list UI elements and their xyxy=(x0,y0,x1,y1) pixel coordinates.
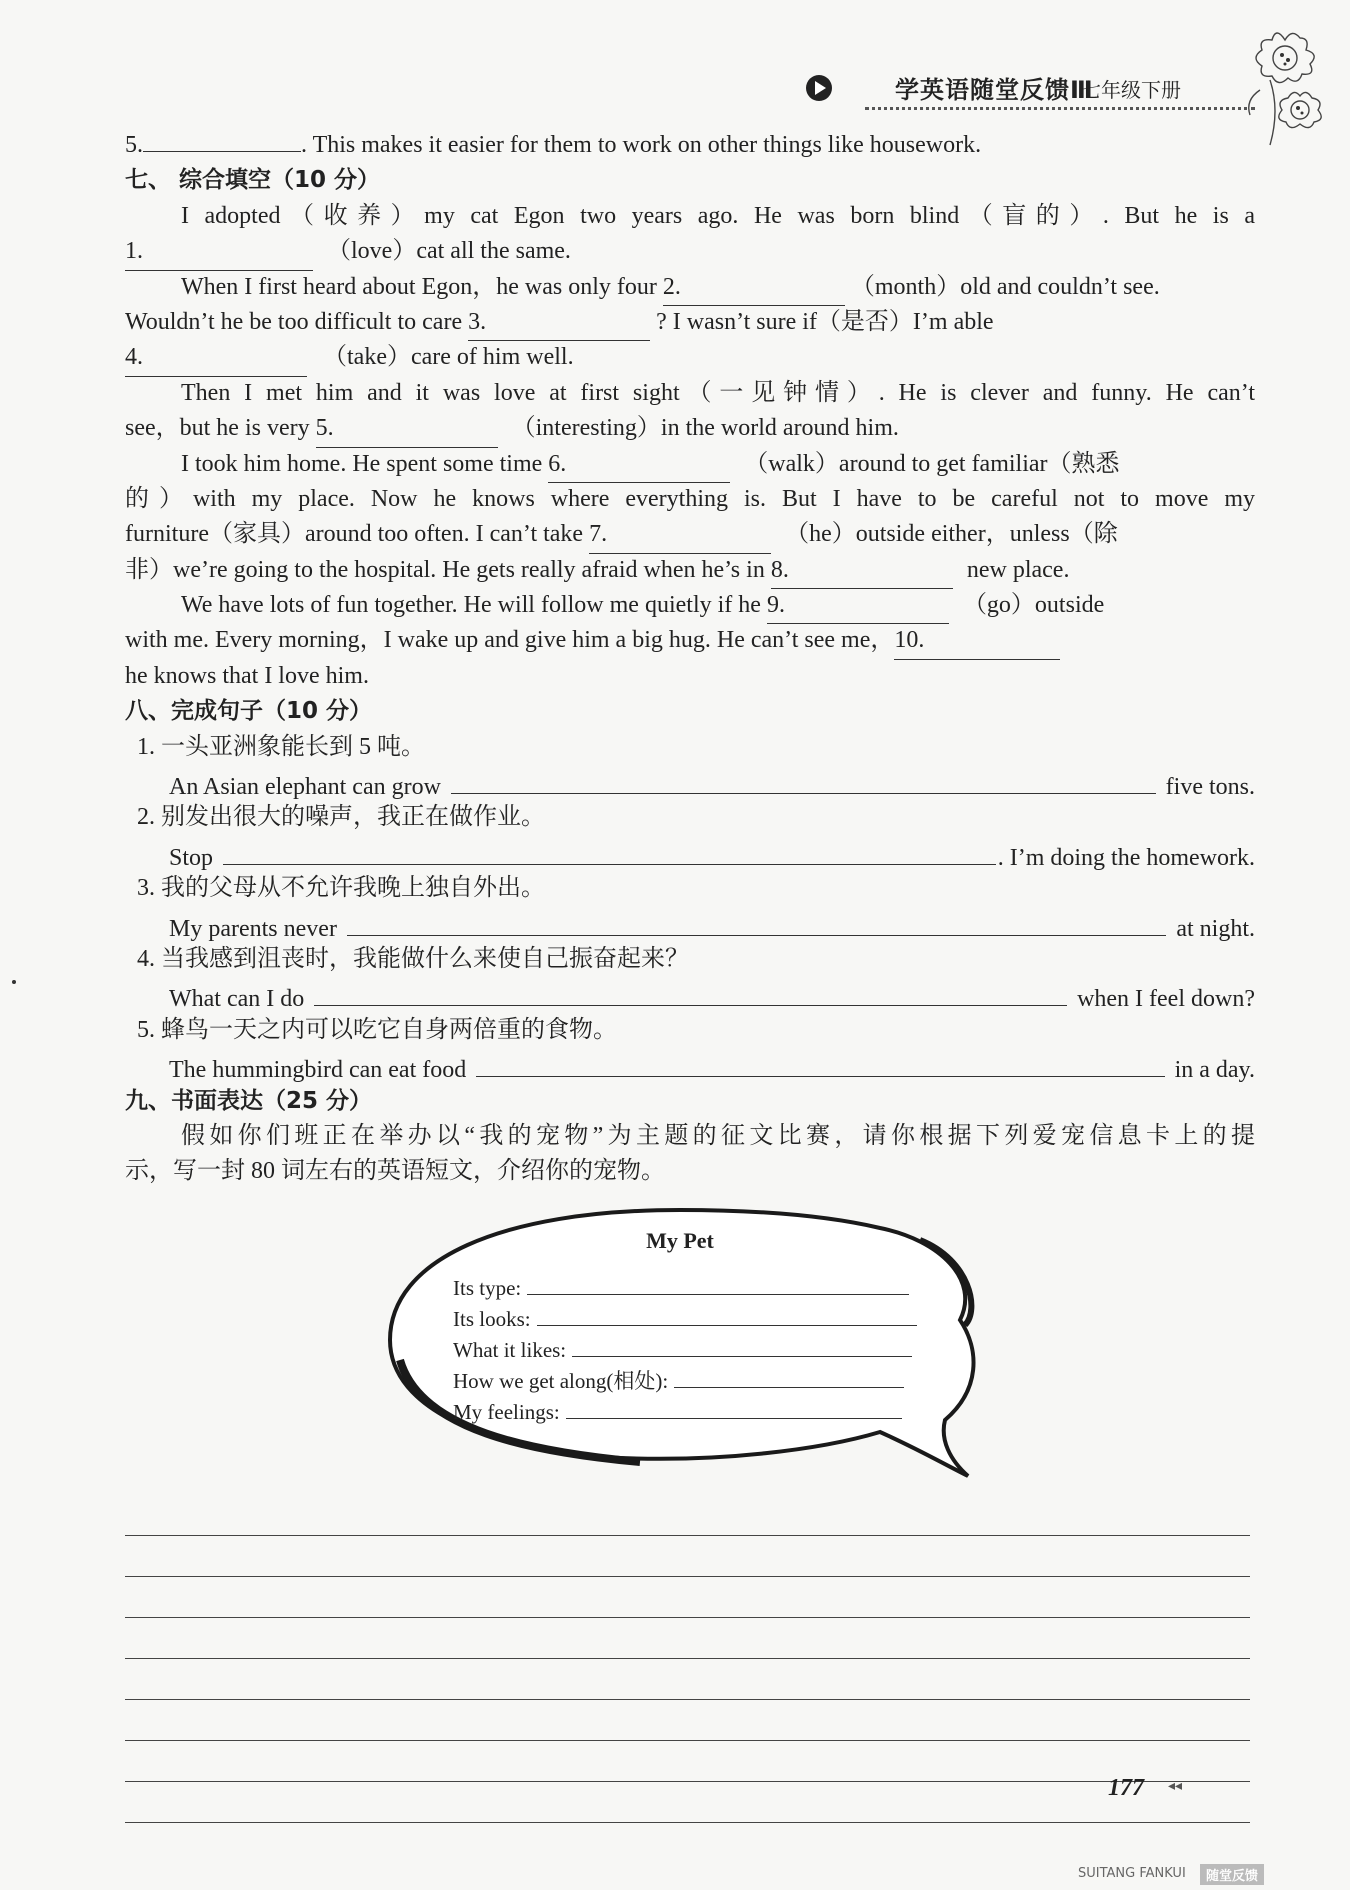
answer-blank[interactable]: 1. xyxy=(125,234,313,270)
question-number: 5. xyxy=(125,132,143,158)
writing-line[interactable] xyxy=(125,1822,1250,1823)
section-title: 八、完成句子（10 分） xyxy=(125,698,373,725)
passage-line: see，but he is very 5. （interesting）in the world around him. xyxy=(125,411,1255,446)
card-title: My Pet xyxy=(646,1228,714,1253)
writing-line[interactable] xyxy=(125,1658,1250,1659)
page-number: 177 xyxy=(1108,1775,1144,1801)
answer-blank[interactable] xyxy=(347,907,1166,936)
passage-line: with me. Every morning，I wake up and give him a big hug. He can’t see me，10. xyxy=(125,623,1255,658)
pet-info-card xyxy=(380,1200,980,1490)
writing-area[interactable] xyxy=(125,1535,1250,1863)
answer-blank[interactable]: 4. xyxy=(125,340,307,376)
answer-blank[interactable] xyxy=(223,836,996,865)
answer-blank[interactable] xyxy=(537,1303,917,1326)
answer-blank[interactable] xyxy=(566,1396,902,1419)
writing-prompt: 假如你们班正在举办以“我的宠物”为主题的征文比赛，请你根据下列爱宠信息卡上的提 xyxy=(181,1122,1255,1149)
card-row: My feelings: xyxy=(453,1396,902,1425)
section-title: 九、书面表达（25 分） xyxy=(125,1087,373,1114)
answer-blank[interactable]: 5. xyxy=(316,411,498,447)
answer-blank[interactable] xyxy=(314,977,1067,1006)
writing-prompt: 示，写一封 80 词左右的英语短文，介绍你的宠物。 xyxy=(125,1158,665,1185)
writing-line[interactable] xyxy=(125,1740,1250,1741)
section-title: 七、 综合填空（10 分） xyxy=(125,167,381,194)
passage-line: 非）we’re going to the hospital. He gets really afraid when he’s in 8. new place. xyxy=(125,553,1255,588)
card-row: Its looks: xyxy=(453,1303,917,1332)
card-row: What it likes: xyxy=(453,1334,912,1363)
passage-line: he knows that I love him. xyxy=(125,662,369,689)
writing-line[interactable] xyxy=(125,1576,1250,1577)
passage-line: Wouldn’t he be too difficult to care 3. ? I wasn’t sure if（是否）I’m able xyxy=(125,305,1255,340)
margin-mark xyxy=(12,980,16,984)
translation-question: 1. 一头亚洲象能长到 5 吨。 An Asian elephant can grow five tons. xyxy=(137,733,1255,801)
translation-question: 5. 蜂鸟一天之内可以吃它自身两倍重的食物。 The hummingbird can eat food in a day. xyxy=(137,1016,1255,1084)
writing-line[interactable] xyxy=(125,1617,1250,1618)
answer-blank[interactable]: 8. xyxy=(771,553,953,589)
answer-blank[interactable]: 7. xyxy=(589,517,771,553)
header-title: 学英语随堂反馈Ⅲ xyxy=(895,76,1094,104)
writing-line[interactable] xyxy=(125,1781,1250,1782)
worksheet-body xyxy=(125,128,1255,1190)
passage-line: I adopted（收养）my cat Egon two years ago. He was born blind（盲的）. But he is a xyxy=(181,202,1255,229)
passage-line: 1. （love）cat all the same. xyxy=(125,234,1255,269)
answer-blank[interactable]: 3. xyxy=(468,305,650,341)
answer-blank[interactable]: 10. xyxy=(894,623,1060,659)
passage-line: furniture（家具）around too often. I can’t take 7. （he）outside either，unless（除 xyxy=(125,517,1255,552)
passage-line: 4. （take）care of him well. xyxy=(125,340,1255,375)
footer-tag: 随堂反馈 xyxy=(1200,1864,1264,1885)
answer-blank[interactable] xyxy=(527,1272,909,1295)
passage-line: When I first heard about Egon，he was only four 2. （month）old and couldn’t see. xyxy=(125,270,1255,305)
writing-line[interactable] xyxy=(125,1699,1250,1700)
page-header xyxy=(805,62,1255,122)
passage-line: 的）with my place. Now he knows where everything is. But I have to be careful not to move my xyxy=(125,485,1255,512)
header-subtitle: 七年级下册 xyxy=(1081,78,1181,102)
translation-question: 2. 别发出很大的噪声，我正在做作业。 Stop . I’m doing the homework. xyxy=(137,804,1255,871)
answer-blank[interactable]: 9. xyxy=(767,588,949,624)
line-text: . This makes it easier for them to work on other things like housework. xyxy=(301,132,982,158)
page-arrows-icon: ◂◂ xyxy=(1168,1779,1183,1794)
continued-line xyxy=(125,128,1255,163)
card-row: Its type: xyxy=(453,1272,909,1301)
footer-brand: SUITANG FANKUI xyxy=(1078,1866,1186,1881)
answer-blank[interactable] xyxy=(572,1334,912,1357)
card-row: How we get along(相处): xyxy=(453,1365,904,1395)
header-divider xyxy=(865,107,1255,110)
passage-line: We have lots of fun together. He will follow me quietly if he 9. （go）outside xyxy=(125,588,1255,623)
passage-line: I took him home. He spent some time 6. （walk）around to get familiar（熟悉 xyxy=(125,447,1255,482)
translation-question: 3. 我的父母从不允许我晚上独自外出。 My parents never at night. xyxy=(137,875,1255,942)
answer-blank[interactable] xyxy=(451,765,1156,794)
answer-blank[interactable] xyxy=(143,151,301,152)
answer-blank[interactable]: 6. xyxy=(548,447,730,483)
answer-blank[interactable]: 2. xyxy=(663,270,845,306)
passage-line: Then I met him and it was love at first sight（一见钟情）. He is clever and funny. He can’t xyxy=(181,379,1255,406)
writing-line[interactable] xyxy=(125,1535,1250,1536)
play-icon xyxy=(805,74,833,102)
answer-blank[interactable] xyxy=(476,1048,1164,1077)
answer-blank[interactable] xyxy=(674,1365,904,1388)
translation-question: 4. 当我感到沮丧时，我能做什么来使自己振奋起来？ What can I do when I feel down? xyxy=(137,945,1255,1013)
